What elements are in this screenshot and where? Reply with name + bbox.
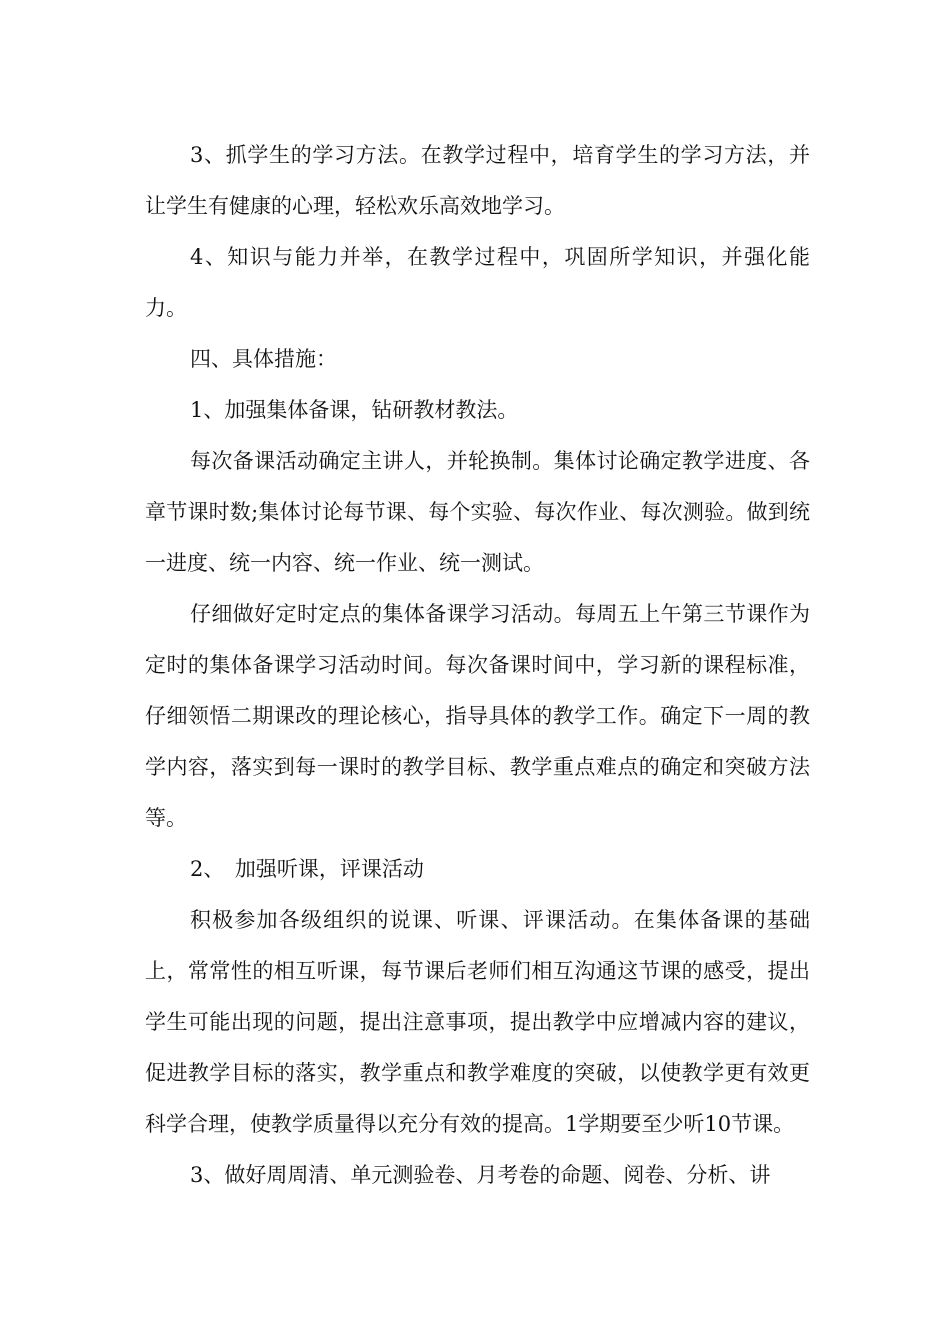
- document-body: [145, 130, 810, 1201]
- paragraph-collective-prep-schedule: 仔细做好定时定点的集体备课学习活动。每周五上午第三节课作为定时的集体备课学习活动时间。每次备课时间中，学习新的课程标准，仔细领悟二期课改的理论核心，指导具体的教学工作。确定下一周的教学内容，落实到每一课时的教学目标、教学重点难点的确定和突破方法等。: [145, 602, 810, 830]
- paragraph-tests-heading: 3、做好周周清、单元测验卷、月考卷的命题、阅卷、分析、讲: [190, 1163, 771, 1187]
- paragraph-knowledge-ability: 4、知识与能力并举，在教学过程中，巩固所学知识，并强化能力。: [145, 245, 810, 320]
- paragraph-lesson-observation-heading: 2、 加强听课，评课活动: [190, 857, 424, 881]
- section-heading-measures: 四、具体措施：: [190, 347, 337, 371]
- paragraph-lesson-observation-details: 积极参加各级组织的说课、听课、评课活动。在集体备课的基础上，常常性的相互听课，每节课后老师们相互沟通这节课的感受，提出学生可能出现的问题，提出注意事项，提出教学中应增减内容的建议，促进教学目标的落实，教学重点和教学难度的突破，以使教学更有效更科学合理，使教学质量得以充分有效的提高。1学期要至少听10节课。: [145, 908, 810, 1136]
- paragraph-collective-prep-rules: 每次备课活动确定主讲人，并轮换制。集体讨论确定教学进度、各章节课时数;集体讨论每节课、每个实验、每次作业、每次测验。做到统一进度、统一内容、统一作业、统一测试。: [145, 449, 810, 575]
- paragraph-study-methods: 3、抓学生的学习方法。在教学过程中，培育学生的学习方法，并让学生有健康的心理，轻松欢乐高效地学习。: [145, 143, 810, 218]
- paragraph-collective-prep-heading: 1、加强集体备课，钻研教材教法。: [190, 398, 519, 422]
